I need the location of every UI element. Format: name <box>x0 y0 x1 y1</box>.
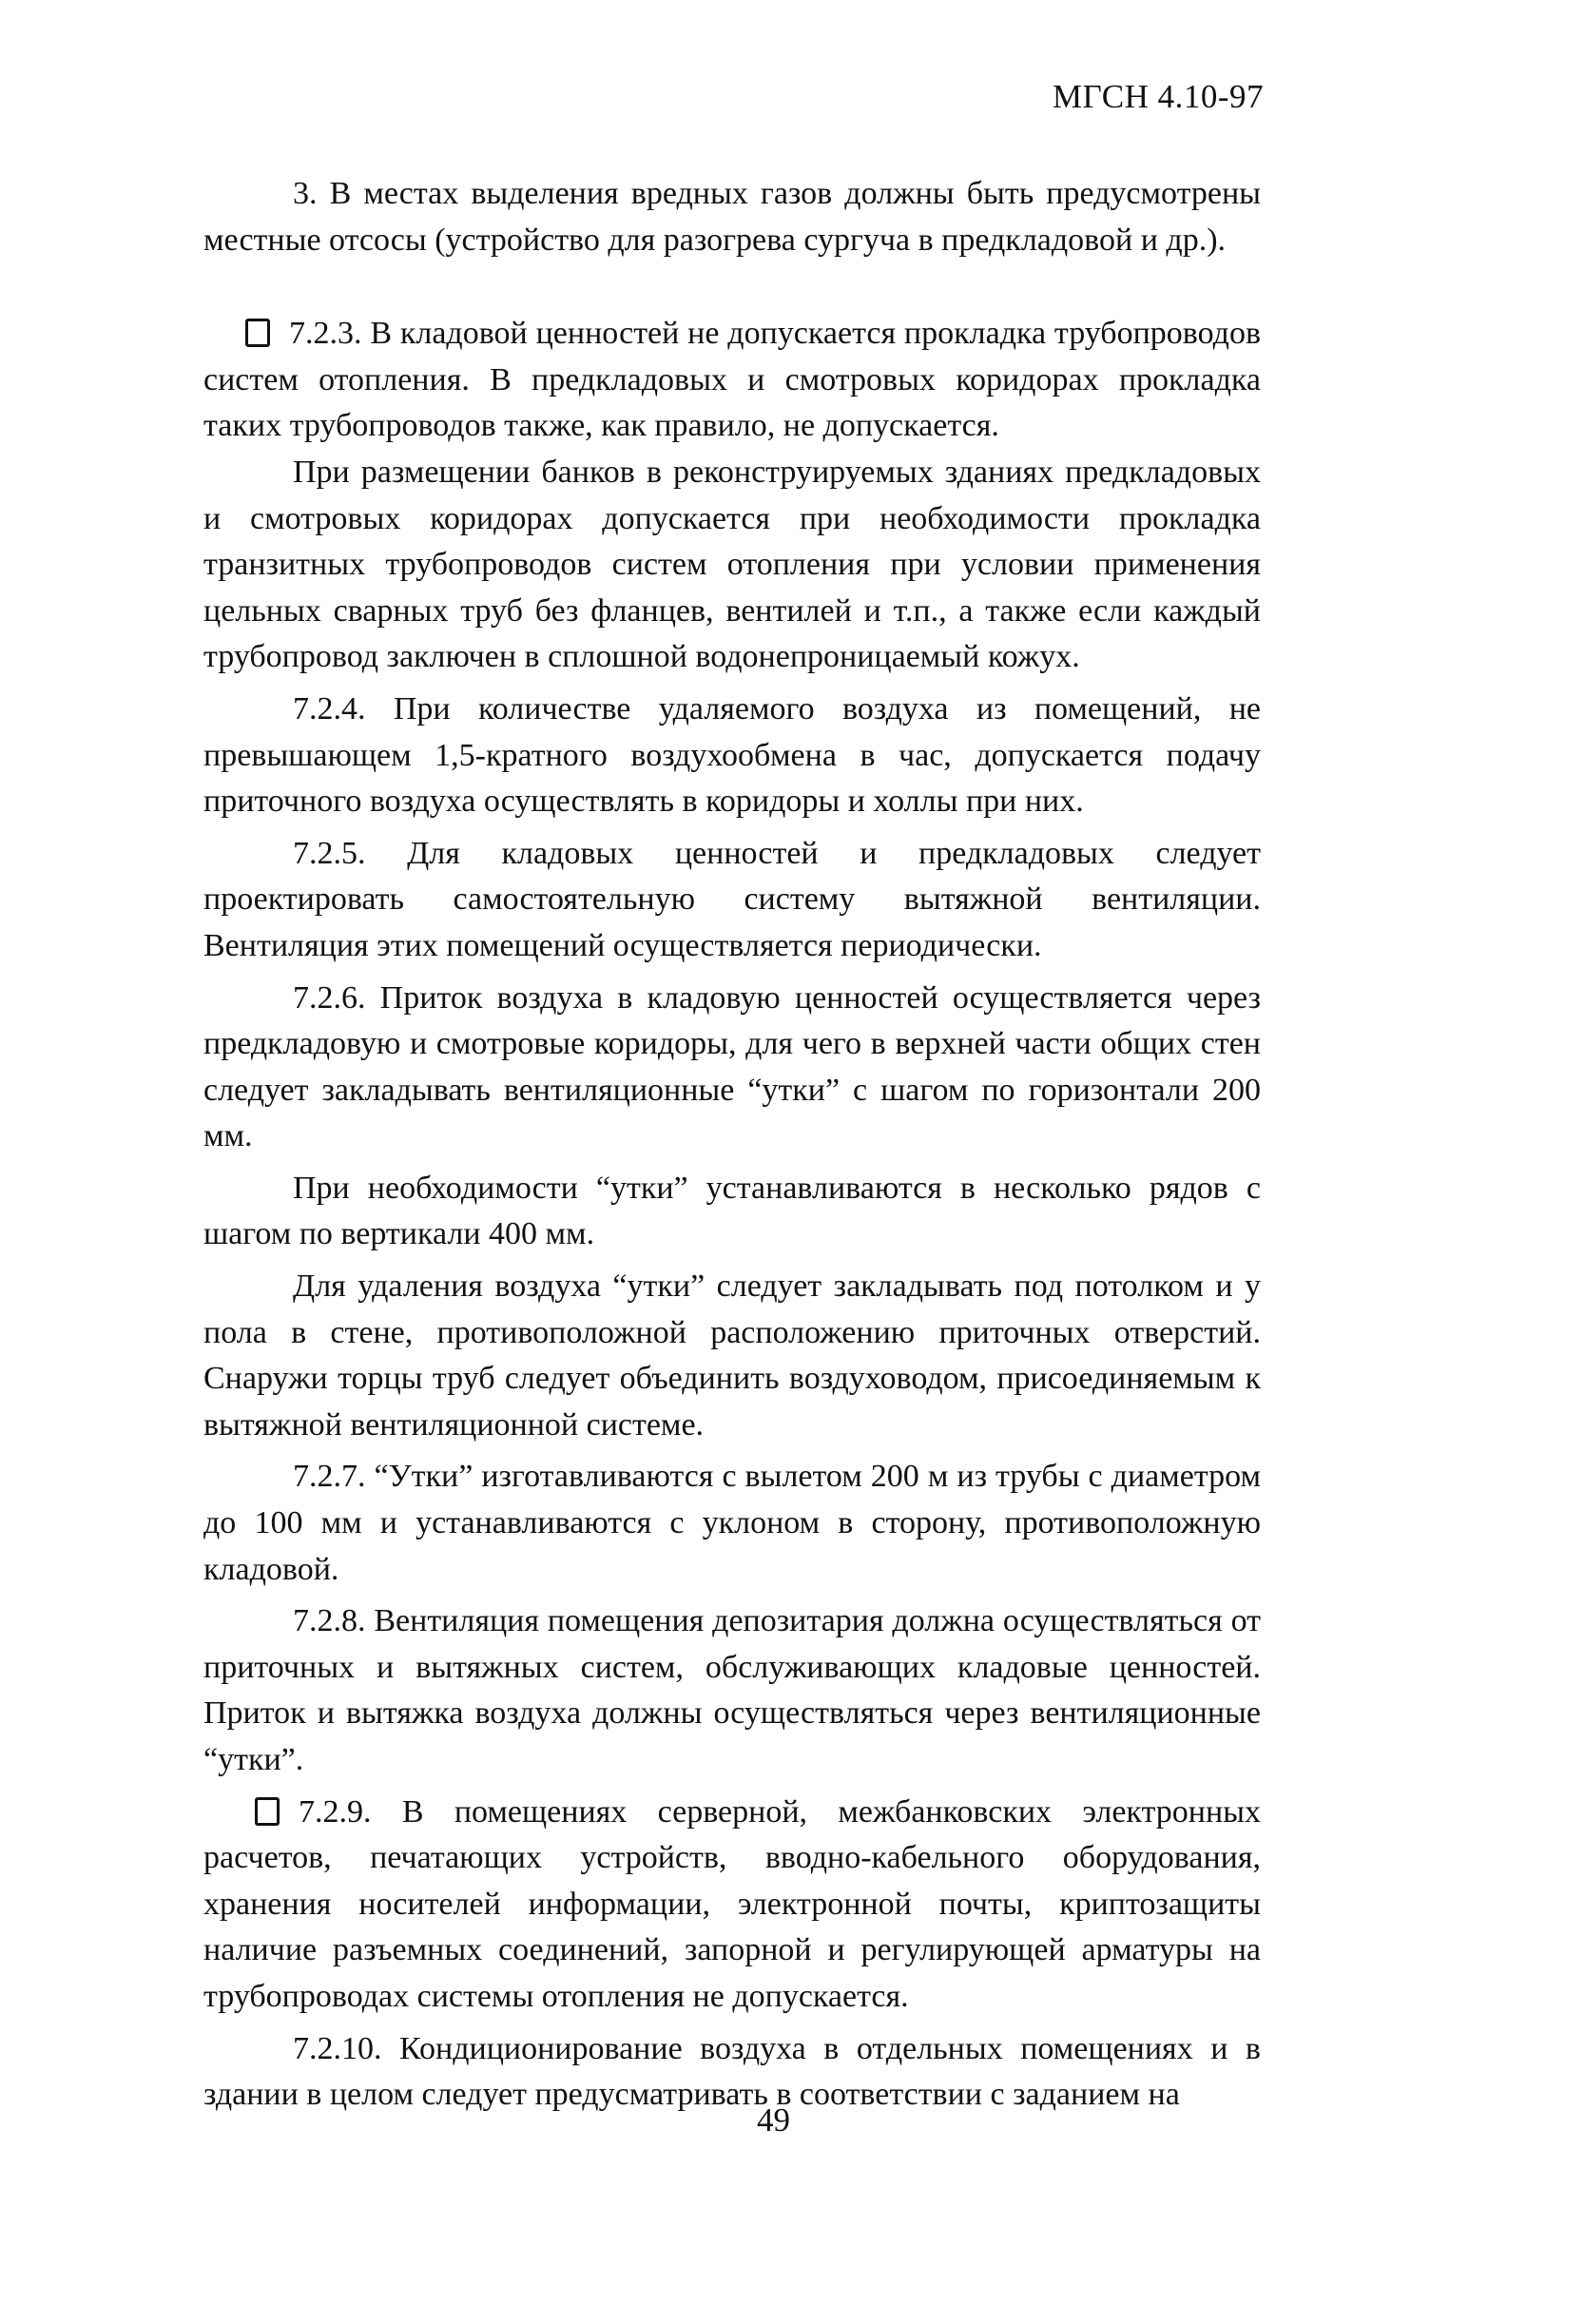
checkbox-marker-icon <box>255 1797 280 1826</box>
paragraph-7-2-10: 7.2.10. Кондиционирование воздуха в отдельных помещениях и в здании в целом следует предусматривать в соответствии с заданием на <box>203 2030 1261 2113</box>
paragraph-7-2-8: 7.2.8. Вентиляция помещения депозитария должна осуществляться от приточных и вытяжных систем, обслуживающих кладовые ценностей. Приток и вытяжка воздуха должны осуществляться через вентиляционные “утки”. <box>203 1603 1261 1777</box>
document-code-header: МГСН 4.10-97 <box>1052 78 1264 115</box>
paragraph-utki-rows: При необходимости “утки” устанавливаются в несколько рядов с шагом по вертикали 400 мм. <box>203 1170 1261 1252</box>
paragraph-7-2-4: 7.2.4. При количестве удаляемого воздуха из помещений, не превышающем 1,5-кратного воздухообмена в час, допускается подачу приточного воздуха осуществлять в коридоры и холлы при них. <box>203 690 1261 820</box>
paragraph-7-2-5: 7.2.5. Для кладовых ценностей и предкладовых следует проектировать самостоятельную систему вытяжной вентиляции. Вентиляция этих помещений осуществляется периодически. <box>203 835 1261 963</box>
page-number <box>0 2101 1585 2140</box>
page-number-text: 49 <box>757 2101 790 2139</box>
paragraph-air-removal: Для удаления воздуха “утки” следует закладывать под потолком и у пола в стене, противоположной расположению приточных отверстий. Снаружи торцы труб следует объединить воздуховодом, присоединяемым к вытяжной вентиляционной системе. <box>203 1269 1261 1443</box>
paragraph-3-local-exhaust: 3. В местах выделения вредных газов должны быть предусмотрены местные отсосы (устройство для разогрева сургуча в предкладовой и др.). <box>203 176 1261 258</box>
paragraph-7-2-3-text: 7.2.3. В кладовой ценностей не допускается прокладка трубопроводов систем отопления. В предкладовых и смотровых коридорах прокладка таких трубопроводов также, как правило, не допускается. <box>203 316 1261 444</box>
paragraph-reconstruction: При размещении банков в реконструируемых зданиях предкладовых и смотровых коридорах допускается при необходимости прокладка транзитных трубопроводов систем отопления при условии применения цельных сварных труб без фланцев, вентилей и т.п., а также если каждый трубопровод заключен в сплошной водонепроницаемый кожух. <box>203 454 1261 675</box>
paragraph-7-2-9 <box>203 1790 1261 2021</box>
paragraph-7-2-3 <box>203 311 1261 450</box>
checkbox-marker-icon <box>245 319 270 347</box>
paragraph-7-2-6: 7.2.6. Приток воздуха в кладовую ценностей осуществляется через предкладовую и смотровые коридоры, для чего в верхней части общих стен следует закладывать вентиляционные “утки” с шагом по горизонтали 200 мм. <box>203 979 1261 1154</box>
paragraph-7-2-7: 7.2.7. “Утки” изготавливаются с вылетом 200 м из трубы с диаметром до 100 мм и устанавливаются с уклоном в сторону, противоположную кладовой. <box>203 1459 1261 1587</box>
document-body <box>203 171 1261 2119</box>
paragraph-7-2-9-text: 7.2.9. В помещениях серверной, межбанковских электронных расчетов, печатающих устройств, вводно-кабельного оборудования, хранения носителей информации, электронной почты, криптозащиты наличие разъемных соединений, запорной и регулирующей арматуры на трубопроводах системы отопления не допускается. <box>203 1793 1261 2014</box>
